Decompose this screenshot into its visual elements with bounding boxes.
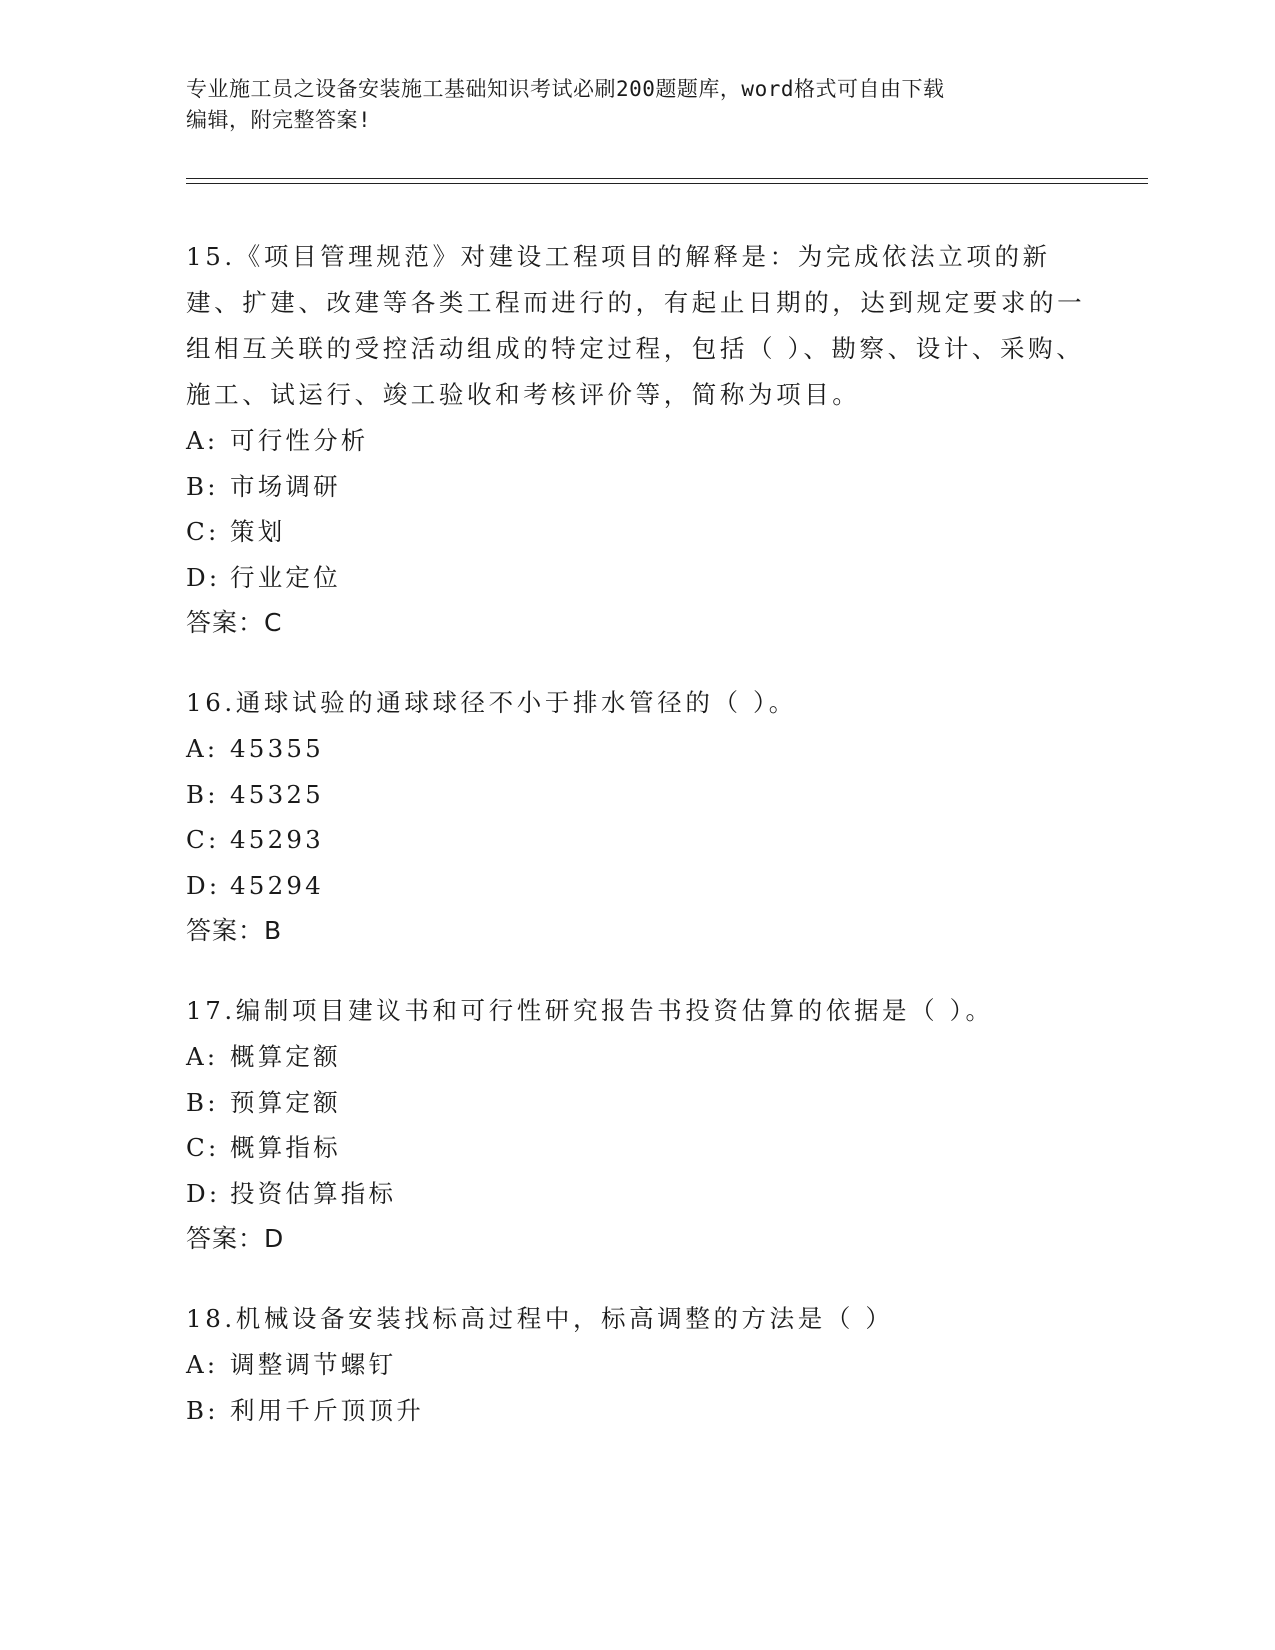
option-c bbox=[186, 817, 1086, 863]
header-line-1: 专业施工员之设备安装施工基础知识考试必刷200题题库，word格式可自由下载 bbox=[186, 77, 945, 101]
option-key: C: bbox=[186, 1133, 220, 1162]
question-17 bbox=[186, 988, 1086, 1262]
option-text: 45325 bbox=[230, 779, 324, 809]
option-b bbox=[186, 1080, 1086, 1126]
option-text: 利用千斤顶顶升 bbox=[230, 1395, 424, 1425]
option-b bbox=[186, 1388, 1086, 1434]
option-key: C: bbox=[186, 517, 220, 546]
answer-line: 答案：B bbox=[186, 916, 283, 945]
option-key: A: bbox=[186, 1350, 219, 1379]
question-15 bbox=[186, 234, 1086, 646]
header-divider-bottom bbox=[186, 183, 1148, 184]
option-key: A: bbox=[186, 426, 219, 455]
header-divider-top bbox=[186, 178, 1148, 179]
option-key: A: bbox=[186, 1042, 219, 1071]
option-key: B: bbox=[186, 471, 219, 501]
option-key: B: bbox=[186, 779, 219, 809]
option-b bbox=[186, 772, 1086, 818]
question-16 bbox=[186, 680, 1086, 954]
option-d bbox=[186, 863, 1086, 909]
option-key: B: bbox=[186, 1395, 219, 1425]
option-text: 概算定额 bbox=[230, 1042, 341, 1071]
option-c bbox=[186, 1125, 1086, 1171]
question-list bbox=[186, 234, 1086, 1467]
question-stem: 16.通球试验的通球球径不小于排水管径的（ ）。 bbox=[186, 688, 797, 717]
option-key: A: bbox=[186, 734, 219, 763]
answer-line: 答案：C bbox=[186, 608, 283, 637]
option-text: 行业定位 bbox=[230, 562, 341, 592]
option-text: 调整调节螺钉 bbox=[230, 1350, 397, 1379]
question-stem: 15.《项目管理规范》对建设工程项目的解释是：为完成依法立项的新建、扩建、改建等各类工程而进行的，有起止日期的，达到规定要求的一组相互关联的受控活动组成的特定过程，包括（ ）、勘察、设计、采购、施工、试运行、竣工验收和考核评价等，简称为项目。 bbox=[186, 242, 1086, 409]
question-stem: 18.机械设备安装找标高过程中，标高调整的方法是（ ） bbox=[186, 1304, 894, 1333]
option-a bbox=[186, 418, 1086, 464]
option-a bbox=[186, 1342, 1086, 1388]
option-c bbox=[186, 509, 1086, 555]
option-text: 策划 bbox=[230, 517, 286, 546]
option-text: 45293 bbox=[230, 825, 324, 854]
option-key: D: bbox=[186, 870, 221, 900]
option-key: C: bbox=[186, 825, 220, 854]
option-text: 45294 bbox=[230, 870, 324, 900]
option-text: 概算指标 bbox=[230, 1133, 341, 1162]
option-b bbox=[186, 464, 1086, 510]
option-text: 预算定额 bbox=[230, 1087, 341, 1117]
option-text: 投资估算指标 bbox=[230, 1178, 397, 1208]
option-key: B: bbox=[186, 1087, 219, 1117]
question-18 bbox=[186, 1296, 1086, 1433]
option-key: D: bbox=[186, 1178, 221, 1208]
option-text: 45355 bbox=[230, 734, 324, 763]
option-key: D: bbox=[186, 562, 221, 592]
option-d bbox=[186, 1171, 1086, 1217]
question-stem: 17.编制项目建议书和可行性研究报告书投资估算的依据是（ ）。 bbox=[186, 996, 994, 1025]
option-text: 可行性分析 bbox=[230, 426, 369, 455]
header-line-2: 编辑，附完整答案! bbox=[186, 108, 372, 132]
option-text: 市场调研 bbox=[230, 471, 341, 501]
option-a bbox=[186, 1034, 1086, 1080]
option-a bbox=[186, 726, 1086, 772]
option-d bbox=[186, 555, 1086, 601]
answer-line: 答案：D bbox=[186, 1224, 285, 1253]
document-header bbox=[186, 74, 1066, 136]
